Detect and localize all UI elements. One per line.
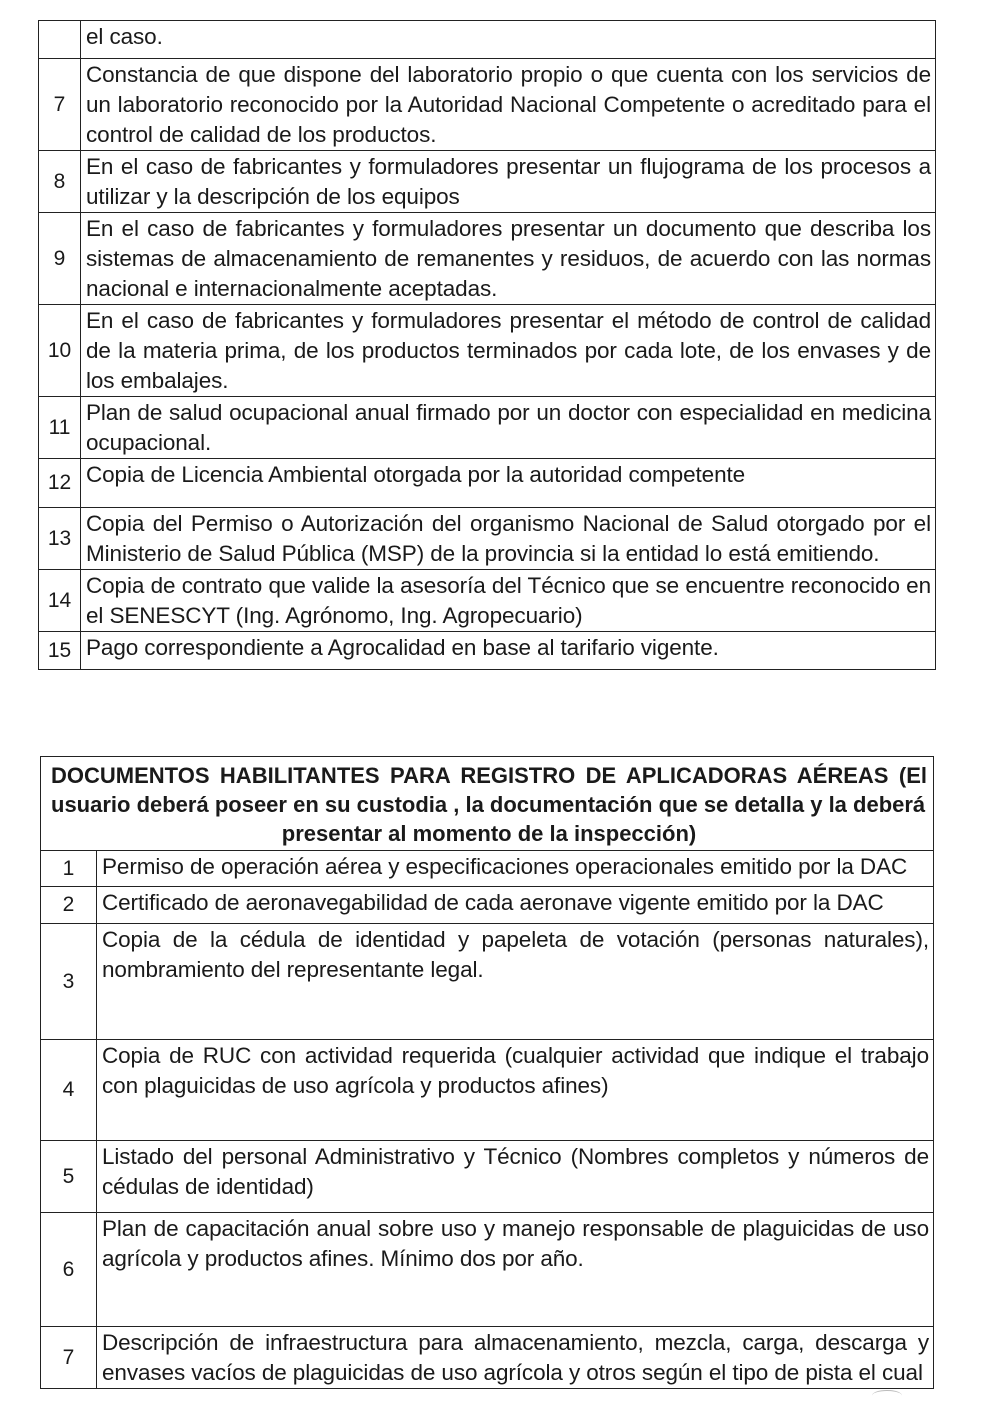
table-row: [39, 21, 936, 59]
table-row: [39, 59, 936, 151]
table-row: [39, 397, 936, 459]
row-number: 13: [39, 508, 81, 570]
table-row: [41, 851, 934, 887]
aerial-applicators-documents-table: [40, 756, 934, 1389]
row-text: Certificado de aeronavegabilidad de cada aeronave vigente emitido por la DAC: [97, 887, 934, 924]
row-text: Constancia de que dispone del laboratorio propio o que cuenta con los servicios de un laboratorio reconocido por la Autoridad Nacional Competente o acreditado para el control de calidad de los productos.: [81, 59, 936, 151]
table-row: [41, 887, 934, 924]
row-text: Plan de salud ocupacional anual firmado por un doctor con especialidad en medicina ocupacional.: [81, 397, 936, 459]
row-number: [39, 21, 81, 59]
row-number: 4: [41, 1040, 97, 1141]
table-row: [39, 151, 936, 213]
row-number: 7: [39, 59, 81, 151]
table-row: [41, 924, 934, 1040]
table-row: [41, 1040, 934, 1141]
row-text: Plan de capacitación anual sobre uso y manejo responsable de plaguicidas de uso agrícola y productos afines. Mínimo dos por año.: [97, 1213, 934, 1327]
row-number: 11: [39, 397, 81, 459]
row-text: En el caso de fabricantes y formuladores presentar el método de control de calidad de la materia prima, de los productos terminados por cada lote, de los envases y de los embalajes.: [81, 305, 936, 397]
row-number: 2: [41, 887, 97, 924]
table-heading-text: DOCUMENTOS HABILITANTES PARA REGISTRO DE APLICADORAS AÉREAS (El usuario deberá poseer en su custodia , la documentación que se detalla y la deberá: [51, 763, 927, 817]
table-row: [39, 632, 936, 670]
row-text: Copia de la cédula de identidad y papeleta de votación (personas naturales), nombramiento del representante legal.: [97, 924, 934, 1040]
table-heading: [41, 757, 934, 851]
row-number: 9: [39, 213, 81, 305]
row-text: Copia de contrato que valide la asesoría del Técnico que se encuentre reconocido en el SENESCYT (Ing. Agrónomo, Ing. Agropecuario): [81, 570, 936, 632]
table-row: [41, 1213, 934, 1327]
table-row: [39, 305, 936, 397]
row-number: 7: [41, 1327, 97, 1389]
row-number: 8: [39, 151, 81, 213]
row-text: En el caso de fabricantes y formuladores presentar un documento que describa los sistemas de almacenamiento de remanentes y residuos, de acuerdo con las normas nacional e internacionalmente aceptadas.: [81, 213, 936, 305]
scan-mark: [872, 1390, 902, 1401]
table-heading-row: [41, 757, 934, 851]
table-row: [41, 1327, 934, 1389]
row-number: 15: [39, 632, 81, 670]
row-text: Copia del Permiso o Autorización del organismo Nacional de Salud otorgado por el Ministerio de Salud Pública (MSP) de la provincia si la entidad lo está emitiendo.: [81, 508, 936, 570]
row-text: el caso.: [81, 21, 936, 59]
requirements-table-continued: [38, 20, 936, 670]
row-text: Copia de Licencia Ambiental otorgada por la autoridad competente: [81, 459, 936, 508]
row-number: 6: [41, 1213, 97, 1327]
table-heading-last-line: presentar al momento de la inspección): [281, 821, 697, 846]
table-row: [39, 459, 936, 508]
table-row: [39, 570, 936, 632]
table-row: [41, 1141, 934, 1213]
row-number: 5: [41, 1141, 97, 1213]
table-row: [39, 213, 936, 305]
table-row: [39, 508, 936, 570]
row-number: 12: [39, 459, 81, 508]
row-text: En el caso de fabricantes y formuladores presentar un flujograma de los procesos a utilizar y la descripción de los equipos: [81, 151, 936, 213]
row-text: Descripción de infraestructura para almacenamiento, mezcla, carga, descarga y envases vacíos de plaguicidas de uso agrícola y otros según el tipo de pista el cual: [97, 1327, 934, 1389]
row-text: Pago correspondiente a Agrocalidad en base al tarifario vigente.: [81, 632, 936, 670]
row-text: Listado del personal Administrativo y Técnico (Nombres completos y números de cédulas de identidad): [97, 1141, 934, 1213]
row-number: 1: [41, 851, 97, 887]
row-text: Permiso de operación aérea y especificaciones operacionales emitido por la DAC: [97, 851, 934, 887]
row-text: Copia de RUC con actividad requerida (cualquier actividad que indique el trabajo con plaguicidas de uso agrícola y productos afines): [97, 1040, 934, 1141]
row-number: 10: [39, 305, 81, 397]
row-number: 3: [41, 924, 97, 1040]
row-number: 14: [39, 570, 81, 632]
